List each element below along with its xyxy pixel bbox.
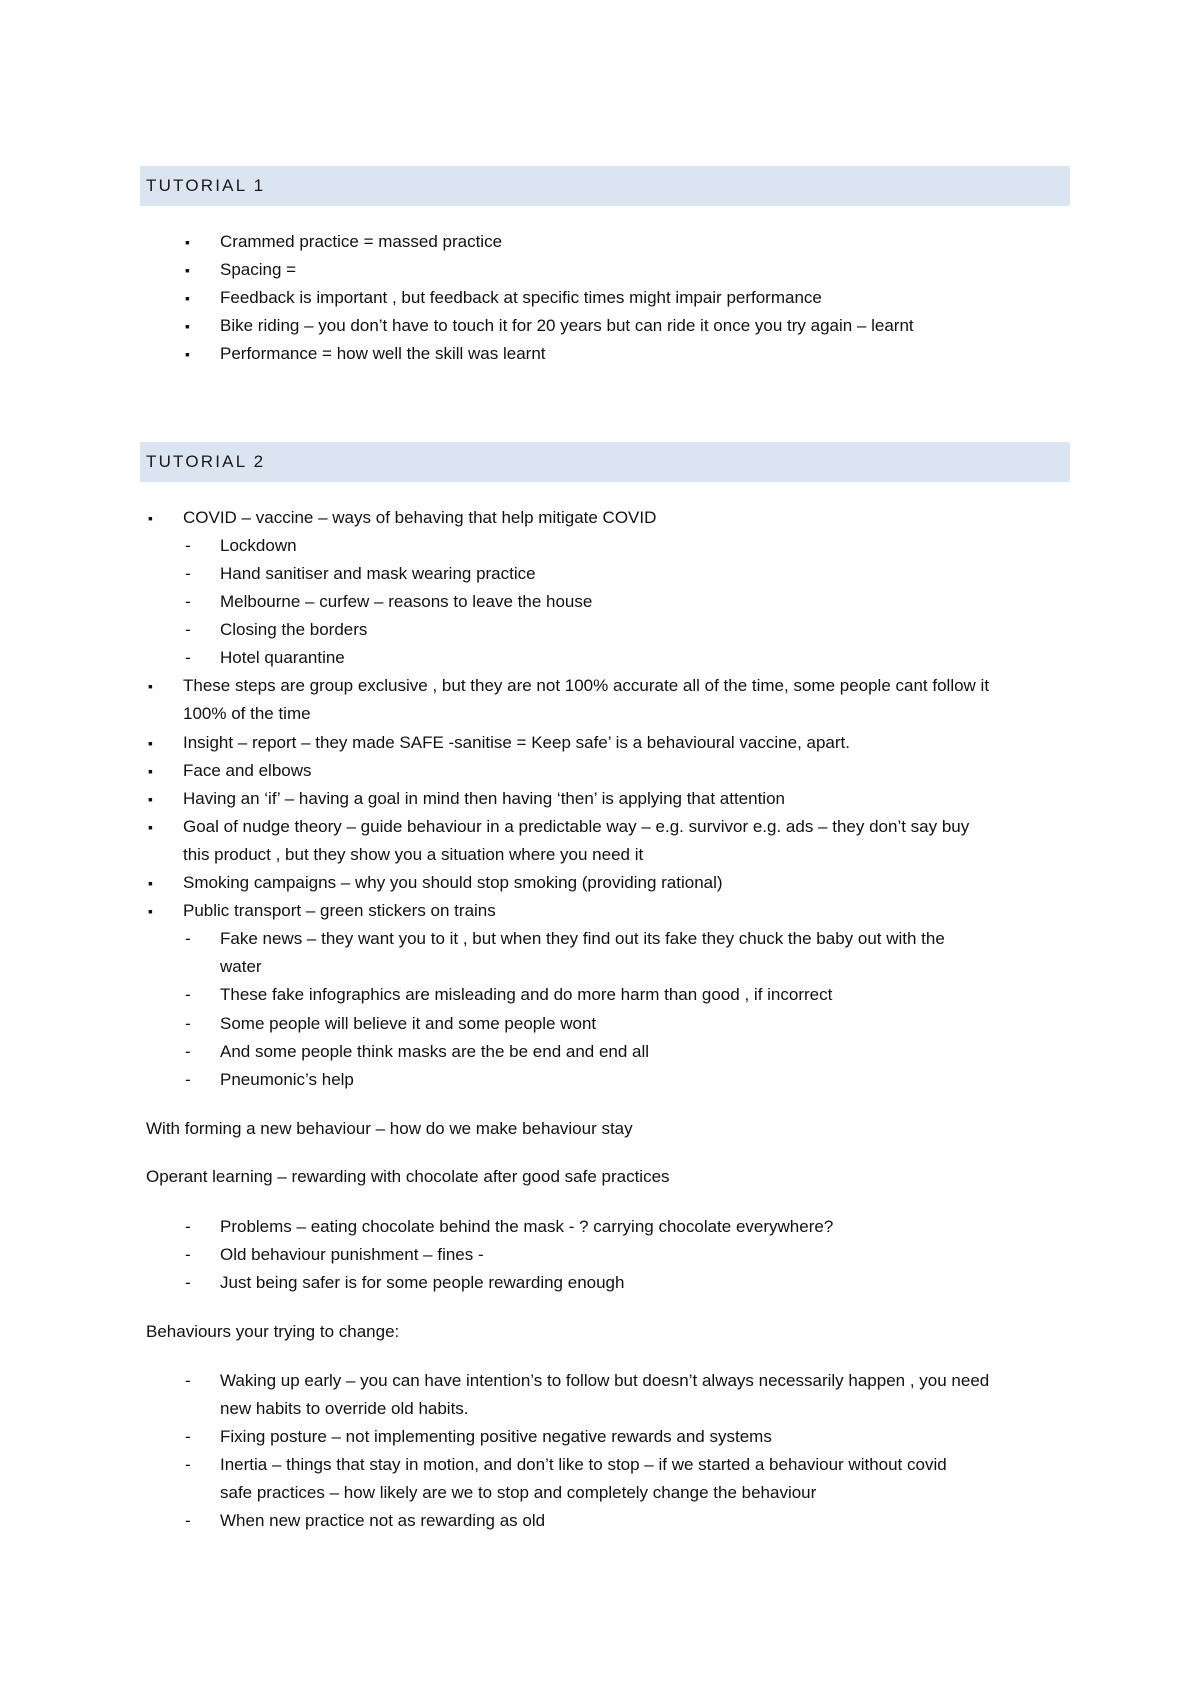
- dash-marker: -: [185, 1014, 191, 1033]
- dash-marker: -: [185, 620, 191, 639]
- tutorial-1-item: Crammed practice = massed practice: [220, 232, 503, 251]
- tutorial-1-item: Spacing =: [220, 260, 297, 279]
- bullet-marker: ▪: [148, 510, 153, 526]
- tutorial-1-item: Feedback is important , but feedback at specific times might impair performance: [220, 288, 822, 307]
- dash-marker: -: [185, 1427, 191, 1446]
- dash-marker: -: [185, 564, 191, 583]
- bullet-marker: ▪: [148, 735, 153, 751]
- waking-item: Waking up early – you can have intention’s to follow but doesn’t always necessarily happen , you need: [220, 1371, 990, 1390]
- bullet-marker: ▪: [148, 819, 153, 835]
- new-practice-item: When new practice not as rewarding as old: [220, 1511, 546, 1530]
- covid-sub-item: Hand sanitiser and mask wearing practice: [220, 564, 536, 583]
- tutorial-1-item: Performance = how well the skill was learnt: [220, 344, 546, 363]
- infographics-item: These fake infographics are misleading and do more harm than good , if incorrect: [220, 985, 833, 1004]
- operant-sub-item: Problems – eating chocolate behind the mask - ? carrying chocolate everywhere?: [220, 1217, 834, 1236]
- dash-marker: -: [185, 648, 191, 667]
- dash-marker: -: [185, 1217, 191, 1236]
- change-heading: Behaviours your trying to change:: [146, 1322, 400, 1341]
- bullet-marker: ▪: [185, 318, 190, 334]
- operant-sub-item: Old behaviour punishment – fines -: [220, 1245, 484, 1264]
- steps-item-continued: 100% of the time: [183, 704, 311, 723]
- inertia-item: Inertia – things that stay in motion, and don’t like to stop – if we started a behaviour without covid: [220, 1455, 947, 1474]
- operant-paragraph: Operant learning – rewarding with chocolate after good safe practices: [146, 1167, 670, 1186]
- covid-sub-item: Closing the borders: [220, 620, 368, 639]
- masks-item: And some people think masks are the be end and end all: [220, 1042, 650, 1061]
- covid-item: COVID – vaccine – ways of behaving that help mitigate COVID: [183, 508, 657, 527]
- pneumonic-item: Pneumonic’s help: [220, 1070, 354, 1089]
- bullet-marker: ▪: [185, 346, 190, 362]
- dash-marker: -: [185, 1273, 191, 1292]
- covid-sub-item: Lockdown: [220, 536, 297, 555]
- tutorial-1-heading: TUTORIAL 1: [140, 166, 1070, 206]
- having-item: Having an ‘if’ – having a goal in mind then having ‘then’ is applying that attention: [183, 789, 785, 808]
- bullet-marker: ▪: [185, 262, 190, 278]
- inertia-item-continued: safe practices – how likely are we to stop and completely change the behaviour: [220, 1483, 817, 1502]
- dash-marker: -: [185, 536, 191, 555]
- dash-marker: -: [185, 985, 191, 1004]
- bullet-marker: ▪: [148, 763, 153, 779]
- dash-marker: -: [185, 1455, 191, 1474]
- dash-marker: -: [185, 592, 191, 611]
- transport-item: Public transport – green stickers on trains: [183, 901, 496, 920]
- dash-marker: -: [185, 1511, 191, 1530]
- dash-marker: -: [185, 1245, 191, 1264]
- dash-marker: -: [185, 1070, 191, 1089]
- dash-marker: -: [185, 1042, 191, 1061]
- waking-item-continued: new habits to override old habits.: [220, 1399, 469, 1418]
- bullet-marker: ▪: [185, 234, 190, 250]
- insight-item: Insight – report – they made SAFE -sanitise = Keep safe’ is a behavioural vaccine, apart.: [183, 733, 850, 752]
- posture-item: Fixing posture – not implementing positive negative rewards and systems: [220, 1427, 772, 1446]
- steps-item: These steps are group exclusive , but they are not 100% accurate all of the time, some people cant follow it: [183, 676, 990, 695]
- bullet-marker: ▪: [185, 290, 190, 306]
- fake-news-item-continued: water: [220, 957, 262, 976]
- bullet-marker: ▪: [148, 791, 153, 807]
- covid-sub-item: Melbourne – curfew – reasons to leave the house: [220, 592, 593, 611]
- smoking-item: Smoking campaigns – why you should stop smoking (providing rational): [183, 873, 723, 892]
- forming-paragraph: With forming a new behaviour – how do we make behaviour stay: [146, 1119, 633, 1138]
- dash-marker: -: [185, 1371, 191, 1390]
- face-item: Face and elbows: [183, 761, 312, 780]
- fake-news-item: Fake news – they want you to it , but when they find out its fake they chuck the baby out with the: [220, 929, 945, 948]
- operant-sub-item: Just being safer is for some people rewarding enough: [220, 1273, 625, 1292]
- covid-sub-item: Hotel quarantine: [220, 648, 345, 667]
- dash-marker: -: [185, 929, 191, 948]
- bullet-marker: ▪: [148, 903, 153, 919]
- believe-item: Some people will believe it and some people wont: [220, 1014, 597, 1033]
- bullet-marker: ▪: [148, 678, 153, 694]
- tutorial-1-item: Bike riding – you don’t have to touch it for 20 years but can ride it once you try again – learnt: [220, 316, 914, 335]
- tutorial-2-heading: TUTORIAL 2: [140, 442, 1070, 482]
- nudge-item: Goal of nudge theory – guide behaviour in a predictable way – e.g. survivor e.g. ads – they don’t say buy: [183, 817, 970, 836]
- nudge-item-continued: this product , but they show you a situation where you need it: [183, 845, 644, 864]
- bullet-marker: ▪: [148, 875, 153, 891]
